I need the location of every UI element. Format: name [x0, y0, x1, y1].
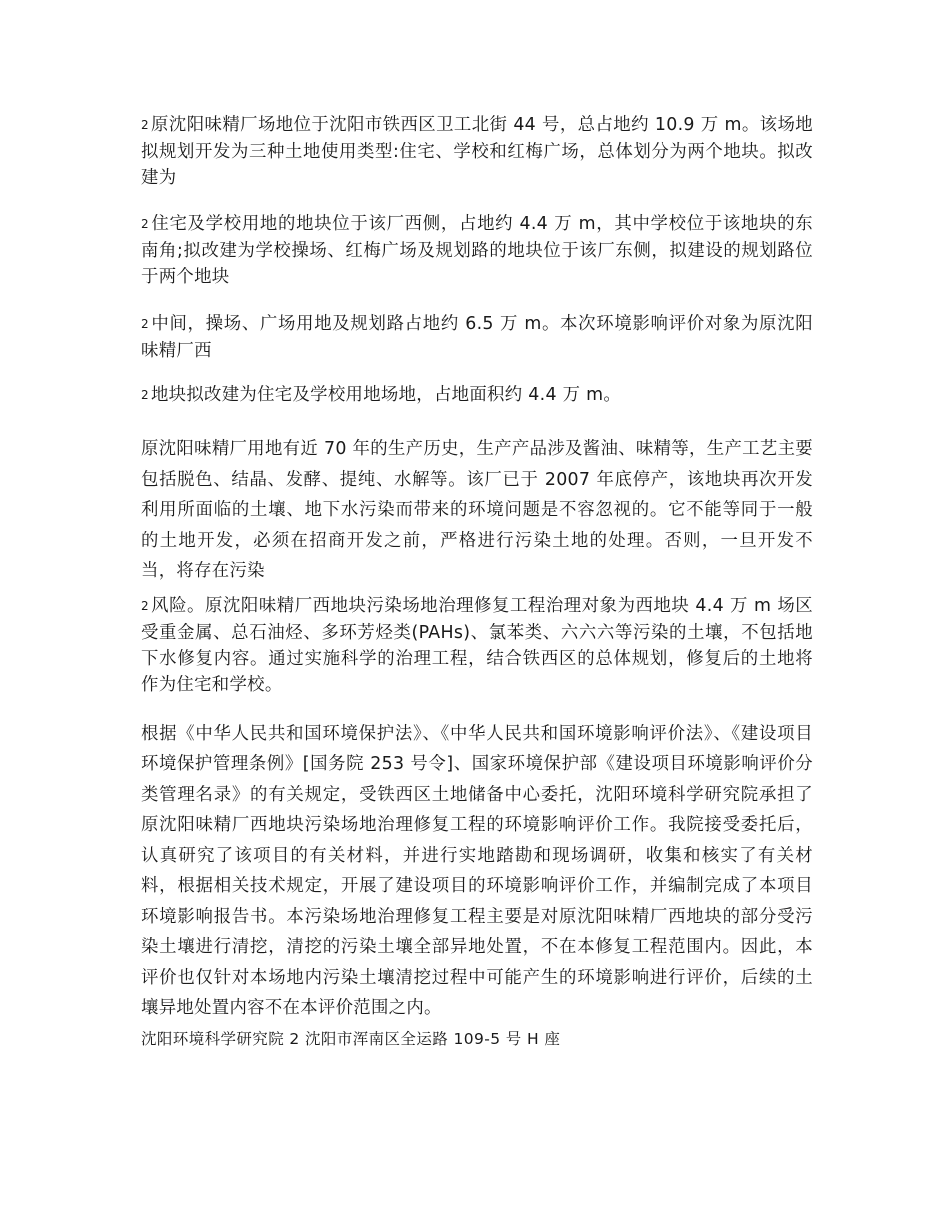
superscript-marker: 2 [141, 598, 149, 613]
paragraph-plot-area [141, 382, 813, 409]
paragraph-text: 地块拟改建为住宅及学校用地场地，占地面积约 4.4 万 m。 [150, 385, 622, 405]
superscript-marker: 2 [141, 388, 149, 402]
paragraph-text: 原沈阳味精厂场地位于沈阳市铁西区卫工北街 44 号，总占地约 10.9 万 m。该场地拟规划开发为三种土地使用类型:住宅、学校和红梅广场，总体划分为两个地块。拟改建为 [141, 115, 813, 188]
paragraph-text: 原沈阳味精厂用地有近 70 年的生产历史，生产产品涉及酱油、味精等，生产工艺主要包括脱色、结晶、发酵、提纯、水解等。该厂已于 2007 年底停产，该地块再次开发利用所面临的土壤、地下水污染而带来的环境问题是不容忽视的。它不能等同于一般的土地开发，必须在招商开发之前，严格进行污染土地的处理。否则，一旦开发不当，将存在污染 [141, 439, 813, 581]
superscript-marker: 2 [141, 217, 149, 231]
paragraph-text: 根据《中华人民共和国环境保护法》、《中华人民共和国环境影响评价法》、《建设项目环境保护管理条例》[国务院 253 号令]、国家环境保护部《建设项目环境影响评价分类管理名录》的有关规定，受铁西区土地储备中心委托，沈阳环境科学研究院承担了原沈阳味精厂西地块污染场地治理修复工程的环境影响评价工作。我院接受委托后，认真研究了该项目的有关材料，并进行实地踏勘和现场调研，收集和核实了有关材料，根据相关技术规定，开展了建设项目的环境影响评价工作，并编制完成了本项目环境影响报告书。本污染场地治理修复工程主要是对原沈阳味精厂西地块的部分受污染土壤进行清挖，清挖的污染土壤全部异地处置，不在本修复工程范围内。因此，本评价也仅针对本场地内污染土壤清挖过程中可能产生的环境影响进行评价，后续的土壤异地处置内容不在本评价范围之内。 [141, 723, 813, 1018]
page-footer: 沈阳环境科学研究院 2 沈阳市浑南区全运路 109-5 号 H 座 [141, 1029, 561, 1048]
paragraph-middle-area [141, 311, 813, 364]
document-page [141, 112, 813, 1050]
paragraph-risk [141, 593, 813, 698]
superscript-marker: 2 [141, 118, 149, 132]
paragraph-text: 住宅及学校用地的地块位于该厂西侧，占地约 4.4 万 m，其中学校位于该地块的东南角;拟改建为学校操场、红梅广场及规划路的地块位于该厂东侧，拟建设的规划路位于两个地块 [141, 214, 813, 287]
paragraph-legal-basis [141, 719, 813, 1024]
paragraph-production-history [141, 434, 813, 587]
paragraph-text: 风险。原沈阳味精厂西地块污染场地治理修复工程治理对象为西地块 4.4 万 m 场区受重金属、总石油烃、多环芳烃类(PAHs)、氯苯类、六六六等污染的土壤，不包括地下水修复内容。通过实施科学的治理工程，结合铁西区的总体规划，修复后的土地将作为住宅和学校。 [141, 595, 813, 695]
superscript-marker: 2 [141, 317, 149, 331]
paragraph-site-location [141, 112, 813, 191]
paragraph-west-plot [141, 211, 813, 290]
paragraph-text: 中间，操场、广场用地及规划路占地约 6.5 万 m。本次环境影响评价对象为原沈阳味精厂西 [141, 314, 813, 361]
